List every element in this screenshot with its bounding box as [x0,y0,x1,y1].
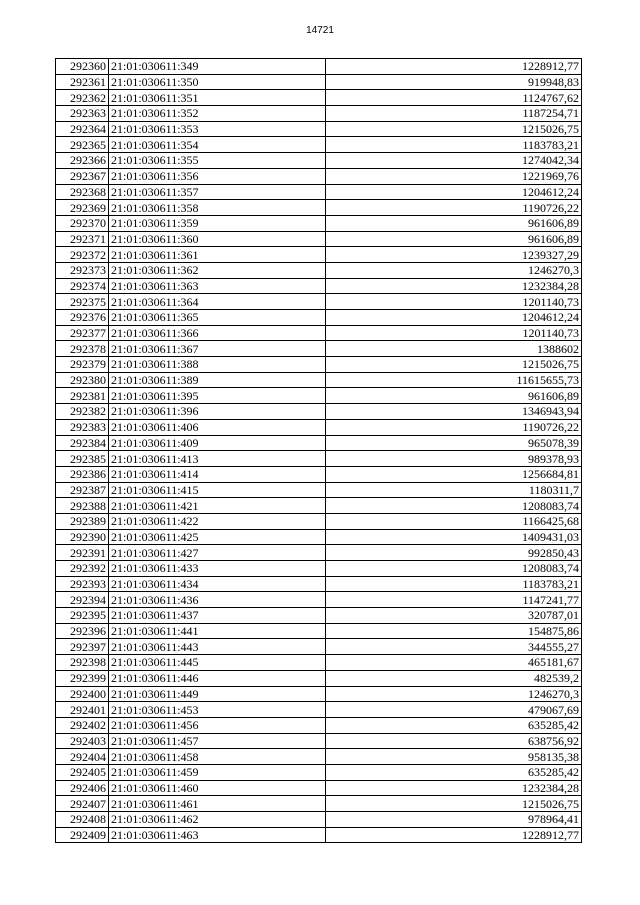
cadastral-number-cell: 21:01:030611:363 [109,278,326,294]
cadastral-number-cell: 21:01:030611:366 [109,325,326,341]
table-row [56,372,582,388]
row-number-cell: 292360 [56,59,109,75]
row-number-cell: 292389 [56,513,109,529]
table-row [56,262,582,278]
cadastral-value-cell: 1228912,77 [326,827,582,843]
cadastral-value-cell: 1409431,03 [326,529,582,545]
table-row [56,121,582,137]
row-number-cell: 292379 [56,357,109,373]
row-number-cell: 292390 [56,529,109,545]
cadastral-number-cell: 21:01:030611:446 [109,670,326,686]
table-row [56,764,582,780]
cadastral-number-cell: 21:01:030611:449 [109,686,326,702]
table-row [56,341,582,357]
row-number-cell: 292398 [56,655,109,671]
table-row [56,749,582,765]
row-number-cell: 292377 [56,325,109,341]
cadastral-value-cell: 1180311,7 [326,482,582,498]
table-row [56,827,582,843]
table-row [56,357,582,373]
cadastral-value-cell: 635285,42 [326,717,582,733]
table-row [56,576,582,592]
cadastral-value-cell: 1346943,94 [326,404,582,420]
cadastral-number-cell: 21:01:030611:358 [109,200,326,216]
cadastral-value-cell: 482539,2 [326,670,582,686]
table-row [56,137,582,153]
cadastral-number-cell: 21:01:030611:459 [109,764,326,780]
cadastral-number-cell: 21:01:030611:361 [109,247,326,263]
table-row [56,404,582,420]
cadastral-value-cell: 1124767,62 [326,90,582,106]
cadastral-value-cell: 1204612,24 [326,310,582,326]
table-row [56,215,582,231]
table-row [56,231,582,247]
cadastral-value-cell: 989378,93 [326,451,582,467]
cadastral-value-cell: 154875,86 [326,623,582,639]
row-number-cell: 292407 [56,796,109,812]
row-number-cell: 292382 [56,404,109,420]
cadastral-number-cell: 21:01:030611:457 [109,733,326,749]
row-number-cell: 292363 [56,106,109,122]
row-number-cell: 292369 [56,200,109,216]
cadastral-value-cell: 1232384,28 [326,780,582,796]
table-row [56,545,582,561]
cadastral-number-cell: 21:01:030611:356 [109,168,326,184]
table-row [56,686,582,702]
row-number-cell: 292372 [56,247,109,263]
cadastral-number-cell: 21:01:030611:354 [109,137,326,153]
table-row [56,561,582,577]
row-number-cell: 292394 [56,592,109,608]
table-row [56,812,582,828]
cadastral-value-cell: 1208083,74 [326,561,582,577]
cadastral-value-cell: 1246270,3 [326,262,582,278]
table-row [56,639,582,655]
table-row [56,733,582,749]
row-number-cell: 292408 [56,812,109,828]
row-number-cell: 292388 [56,498,109,514]
table-row [56,655,582,671]
cadastral-value-cell: 1166425,68 [326,513,582,529]
table-row [56,168,582,184]
cadastral-value-cell: 1246270,3 [326,686,582,702]
cadastral-number-cell: 21:01:030611:351 [109,90,326,106]
cadastral-value-cell: 344555,27 [326,639,582,655]
cadastral-value-cell: 320787,01 [326,608,582,624]
table-row [56,247,582,263]
row-number-cell: 292371 [56,231,109,247]
cadastral-value-cell: 1228912,77 [326,59,582,75]
cadastral-number-cell: 21:01:030611:421 [109,498,326,514]
table-row [56,184,582,200]
cadastral-number-cell: 21:01:030611:353 [109,121,326,137]
row-number-cell: 292396 [56,623,109,639]
cadastral-value-cell: 1239327,29 [326,247,582,263]
table-row [56,529,582,545]
cadastral-value-cell: 1274042,34 [326,153,582,169]
cadastral-number-cell: 21:01:030611:458 [109,749,326,765]
row-number-cell: 292393 [56,576,109,592]
cadastral-number-cell: 21:01:030611:453 [109,702,326,718]
cadastral-number-cell: 21:01:030611:445 [109,655,326,671]
cadastral-number-cell: 21:01:030611:414 [109,466,326,482]
row-number-cell: 292366 [56,153,109,169]
cadastral-number-cell: 21:01:030611:360 [109,231,326,247]
table-row [56,702,582,718]
table-row [56,278,582,294]
row-number-cell: 292367 [56,168,109,184]
cadastral-value-cell: 978964,41 [326,812,582,828]
row-number-cell: 292378 [56,341,109,357]
row-number-cell: 292409 [56,827,109,843]
row-number-cell: 292362 [56,90,109,106]
table-row [56,310,582,326]
table-row [56,325,582,341]
cadastral-number-cell: 21:01:030611:396 [109,404,326,420]
cadastral-value-cell: 465181,67 [326,655,582,671]
row-number-cell: 292384 [56,435,109,451]
row-number-cell: 292361 [56,74,109,90]
table-body [56,59,582,843]
table-row [56,435,582,451]
table-row [56,74,582,90]
row-number-cell: 292402 [56,717,109,733]
cadastral-number-cell: 21:01:030611:443 [109,639,326,655]
cadastral-value-cell: 1190726,22 [326,200,582,216]
cadastral-number-cell: 21:01:030611:389 [109,372,326,388]
cadastral-number-cell: 21:01:030611:349 [109,59,326,75]
cadastral-value-cell: 1256684,81 [326,466,582,482]
cadastral-value-cell: 961606,89 [326,215,582,231]
row-number-cell: 292401 [56,702,109,718]
cadastral-number-cell: 21:01:030611:433 [109,561,326,577]
cadastral-number-cell: 21:01:030611:355 [109,153,326,169]
cadastral-number-cell: 21:01:030611:362 [109,262,326,278]
cadastral-value-cell: 1201140,73 [326,325,582,341]
row-number-cell: 292403 [56,733,109,749]
cadastral-value-cell: 11615655,73 [326,372,582,388]
cadastral-number-cell: 21:01:030611:425 [109,529,326,545]
cadastral-number-cell: 21:01:030611:460 [109,780,326,796]
cadastral-value-cell: 1221969,76 [326,168,582,184]
row-number-cell: 292370 [56,215,109,231]
cadastral-value-cell: 961606,89 [326,231,582,247]
table-row [56,498,582,514]
table-row [56,200,582,216]
row-number-cell: 292364 [56,121,109,137]
row-number-cell: 292376 [56,310,109,326]
cadastral-number-cell: 21:01:030611:395 [109,388,326,404]
row-number-cell: 292397 [56,639,109,655]
row-number-cell: 292404 [56,749,109,765]
row-number-cell: 292368 [56,184,109,200]
cadastral-value-cell: 479067,69 [326,702,582,718]
row-number-cell: 292395 [56,608,109,624]
row-number-cell: 292385 [56,451,109,467]
cadastral-value-cell: 1388602 [326,341,582,357]
cadastral-number-cell: 21:01:030611:365 [109,310,326,326]
cadastral-value-cell: 965078,39 [326,435,582,451]
cadastral-value-cell: 1183783,21 [326,576,582,592]
cadastral-number-cell: 21:01:030611:413 [109,451,326,467]
table-row [56,153,582,169]
cadastral-value-cell: 1147241,77 [326,592,582,608]
row-number-cell: 292386 [56,466,109,482]
cadastral-value-cell: 1204612,24 [326,184,582,200]
table-row [56,670,582,686]
cadastral-value-cell: 1208083,74 [326,498,582,514]
cadastral-number-cell: 21:01:030611:352 [109,106,326,122]
cadastral-number-cell: 21:01:030611:388 [109,357,326,373]
table-row [56,388,582,404]
cadastral-number-cell: 21:01:030611:441 [109,623,326,639]
cadastral-number-cell: 21:01:030611:437 [109,608,326,624]
cadastral-value-cell: 1183783,21 [326,137,582,153]
table-row [56,59,582,75]
cadastral-number-cell: 21:01:030611:461 [109,796,326,812]
cadastral-value-cell: 1201140,73 [326,294,582,310]
row-number-cell: 292405 [56,764,109,780]
row-number-cell: 292400 [56,686,109,702]
cadastral-number-cell: 21:01:030611:409 [109,435,326,451]
cadastral-number-cell: 21:01:030611:427 [109,545,326,561]
cadastral-value-cell: 1215026,75 [326,357,582,373]
table-row [56,419,582,435]
cadastral-value-cell: 1215026,75 [326,121,582,137]
cadastral-number-cell: 21:01:030611:456 [109,717,326,733]
cadastral-number-cell: 21:01:030611:406 [109,419,326,435]
row-number-cell: 292392 [56,561,109,577]
cadastral-value-cell: 961606,89 [326,388,582,404]
cadastral-number-cell: 21:01:030611:364 [109,294,326,310]
row-number-cell: 292381 [56,388,109,404]
cadastral-number-cell: 21:01:030611:415 [109,482,326,498]
cadastral-number-cell: 21:01:030611:350 [109,74,326,90]
row-number-cell: 292399 [56,670,109,686]
cadastral-value-cell: 638756,92 [326,733,582,749]
table-row [56,592,582,608]
cadastral-value-cell: 992850,43 [326,545,582,561]
cadastral-number-cell: 21:01:030611:422 [109,513,326,529]
cadastral-value-cell: 635285,42 [326,764,582,780]
table-row [56,482,582,498]
row-number-cell: 292380 [56,372,109,388]
row-number-cell: 292391 [56,545,109,561]
row-number-cell: 292373 [56,262,109,278]
table-row [56,717,582,733]
cadastral-value-cell: 1215026,75 [326,796,582,812]
cadastral-value-table [55,58,582,843]
cadastral-number-cell: 21:01:030611:357 [109,184,326,200]
cadastral-number-cell: 21:01:030611:462 [109,812,326,828]
cadastral-number-cell: 21:01:030611:359 [109,215,326,231]
table-row [56,294,582,310]
table-row [56,466,582,482]
cadastral-value-cell: 1190726,22 [326,419,582,435]
table-row [56,106,582,122]
table-row [56,623,582,639]
cadastral-number-cell: 21:01:030611:463 [109,827,326,843]
table-row [56,513,582,529]
cadastral-value-cell: 1232384,28 [326,278,582,294]
row-number-cell: 292406 [56,780,109,796]
cadastral-number-cell: 21:01:030611:436 [109,592,326,608]
cadastral-number-cell: 21:01:030611:367 [109,341,326,357]
table-row [56,451,582,467]
row-number-cell: 292383 [56,419,109,435]
table-row [56,780,582,796]
table-row [56,90,582,106]
row-number-cell: 292374 [56,278,109,294]
cadastral-value-cell: 919948,83 [326,74,582,90]
row-number-cell: 292387 [56,482,109,498]
cadastral-value-cell: 1187254,71 [326,106,582,122]
row-number-cell: 292375 [56,294,109,310]
row-number-cell: 292365 [56,137,109,153]
cadastral-value-cell: 958135,38 [326,749,582,765]
cadastral-number-cell: 21:01:030611:434 [109,576,326,592]
table-row [56,608,582,624]
table-row [56,796,582,812]
page-number: 14721 [306,25,334,36]
